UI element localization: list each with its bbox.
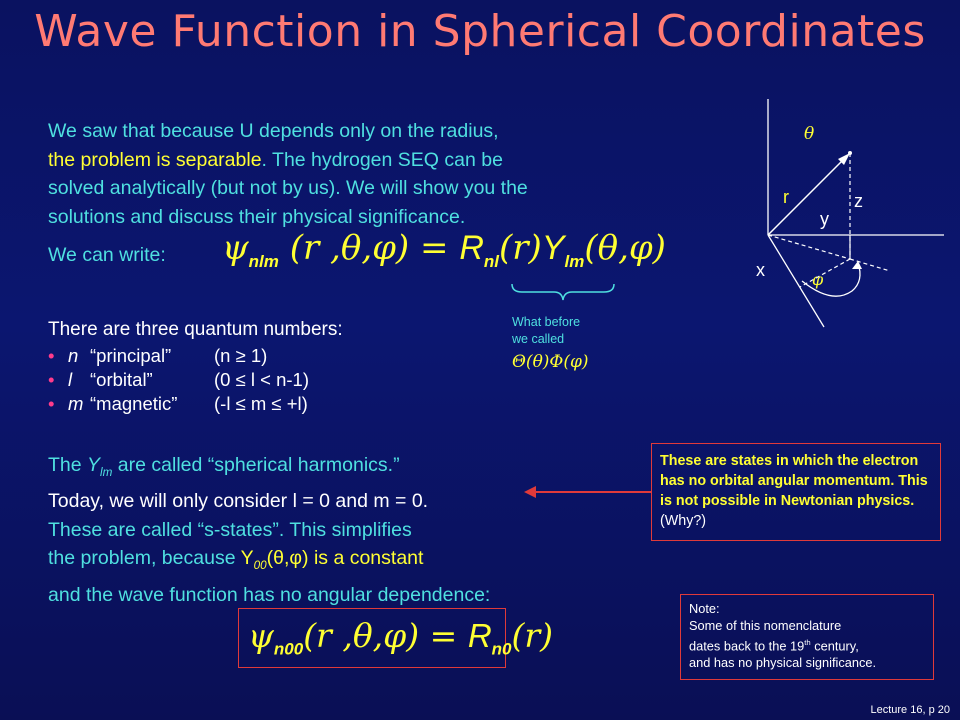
intro-line-2 <box>48 146 668 175</box>
what-before-line-1: What before <box>512 315 581 329</box>
slide-title: Wave Function in Spherical Coordinates <box>34 6 926 57</box>
why-question: (Why?) <box>660 513 707 529</box>
z-label: z <box>854 191 863 211</box>
qn-item-l <box>48 368 468 392</box>
r-label: r <box>783 187 789 207</box>
note-line-2: Some of this nomenclature <box>689 618 842 633</box>
what-before-note <box>512 314 580 348</box>
harmonics-line-2: Today, we will only consider l = 0 and m = 0. <box>48 490 429 513</box>
note-line-3-start: dates back to the 19 <box>689 638 805 654</box>
bullet-icon: • <box>48 369 55 390</box>
harmonic-subscript: lm <box>564 251 585 271</box>
qn-item-m <box>48 392 468 416</box>
radial-subscript: n0 <box>491 639 512 659</box>
qn-name: “principal” <box>90 345 172 366</box>
qn-item-n <box>48 344 468 368</box>
bullet-icon: • <box>48 345 55 366</box>
harmonic-args: (θ,φ) <box>584 228 666 268</box>
write-label: We can write: <box>48 244 166 266</box>
y00-text: (θ,φ) is a constant <box>266 547 424 570</box>
radial-R: R <box>459 229 484 267</box>
s-states-explanation-box <box>651 443 941 541</box>
y00-constant <box>240 547 424 573</box>
harmonics-line-1-start: The <box>48 454 88 476</box>
radial-arg: (r) <box>511 616 554 655</box>
harmonic-Y: Y <box>541 229 565 267</box>
qn-name: “magnetic” <box>90 393 178 414</box>
note-line-3 <box>689 634 925 654</box>
equals-sign: = <box>429 616 458 655</box>
r-vector <box>768 157 846 235</box>
harmonics-line-1-end: are called “spherical harmonics.” <box>112 454 400 476</box>
harmonics-line-5: and the wave function has no angular dependence: <box>48 583 491 606</box>
separable-highlight: the problem is separable <box>48 148 262 171</box>
note-line-4: and has no physical significance. <box>689 655 877 671</box>
s-state-equation <box>248 616 553 660</box>
qn-symbol: l <box>68 369 73 390</box>
qn-range: (0 ≤ l < n-1) <box>214 369 309 390</box>
psi-subscript: n00 <box>273 639 304 659</box>
y-label: y <box>820 209 829 229</box>
pointer-arrow <box>520 482 654 502</box>
qn-range: (-l ≤ m ≤ +l) <box>214 393 308 414</box>
harmonics-line-3: These are called “s-states”. This simplifies <box>48 518 412 541</box>
psi-subscript: nlm <box>248 251 279 271</box>
bullet-icon: • <box>48 393 55 414</box>
radial-subscript: nl <box>483 251 499 271</box>
note-label: Note: <box>689 601 720 616</box>
what-before-line-2: we called <box>512 332 565 346</box>
theta-label: θ <box>804 124 815 144</box>
brace-under-Y <box>508 282 618 304</box>
radial-arg: (r) <box>499 228 542 268</box>
qn-symbol: n <box>68 345 79 366</box>
s-states-explanation: These are states in which the electron has no orbital angular momentum. This is not possible in Newtonian physics. <box>660 453 928 509</box>
x-component <box>800 259 850 287</box>
spherical-coordinate-diagram <box>740 95 950 335</box>
harmonics-paragraph <box>48 451 628 609</box>
harmonics-Y-sub: lm <box>100 465 113 479</box>
intro-line-4: solutions and discuss their physical significance. <box>48 205 466 228</box>
phi-label: φ <box>812 270 824 289</box>
intro-line-1: We saw that because U depends only on the radius, <box>48 120 499 142</box>
harmonics-line-4-start: the problem, because <box>48 547 241 570</box>
psi-symbol: ψ <box>222 228 249 268</box>
y00-sub: 00 <box>253 559 267 573</box>
quantum-numbers-heading: There are three quantum numbers: <box>48 319 343 340</box>
qn-name: “orbital” <box>90 369 153 390</box>
nomenclature-note-box <box>680 594 934 680</box>
psi-symbol: ψ <box>248 616 274 655</box>
phi-arc <box>802 263 860 296</box>
qn-symbol: m <box>68 393 84 414</box>
harmonics-line-4 <box>48 544 628 580</box>
intro-line-3: solved analytically (but not by us). We will show you the <box>48 177 528 199</box>
note-superscript: th <box>804 638 811 647</box>
wavefunction-equation <box>222 228 666 272</box>
equals-sign: = <box>420 228 449 268</box>
psi-args: (r ,θ,φ) <box>289 228 410 268</box>
qn-range: (n ≥ 1) <box>214 345 268 366</box>
radial-R: R <box>467 617 492 654</box>
intro-line-2-rest: . The hydrogen SEQ can be <box>261 148 503 171</box>
intro-paragraph <box>48 117 668 231</box>
note-line-3-end: century, <box>810 638 859 654</box>
theta-phi-product: Θ(θ)Φ(φ) <box>512 352 589 372</box>
lecture-page-number: Lecture 16, p 20 <box>870 704 950 716</box>
quantum-numbers <box>48 318 468 416</box>
harmonics-Y: Y <box>87 454 101 476</box>
x-label: x <box>756 260 765 280</box>
y00-symbol: Y <box>240 547 254 570</box>
psi-args: (r ,θ,φ) <box>303 616 420 655</box>
